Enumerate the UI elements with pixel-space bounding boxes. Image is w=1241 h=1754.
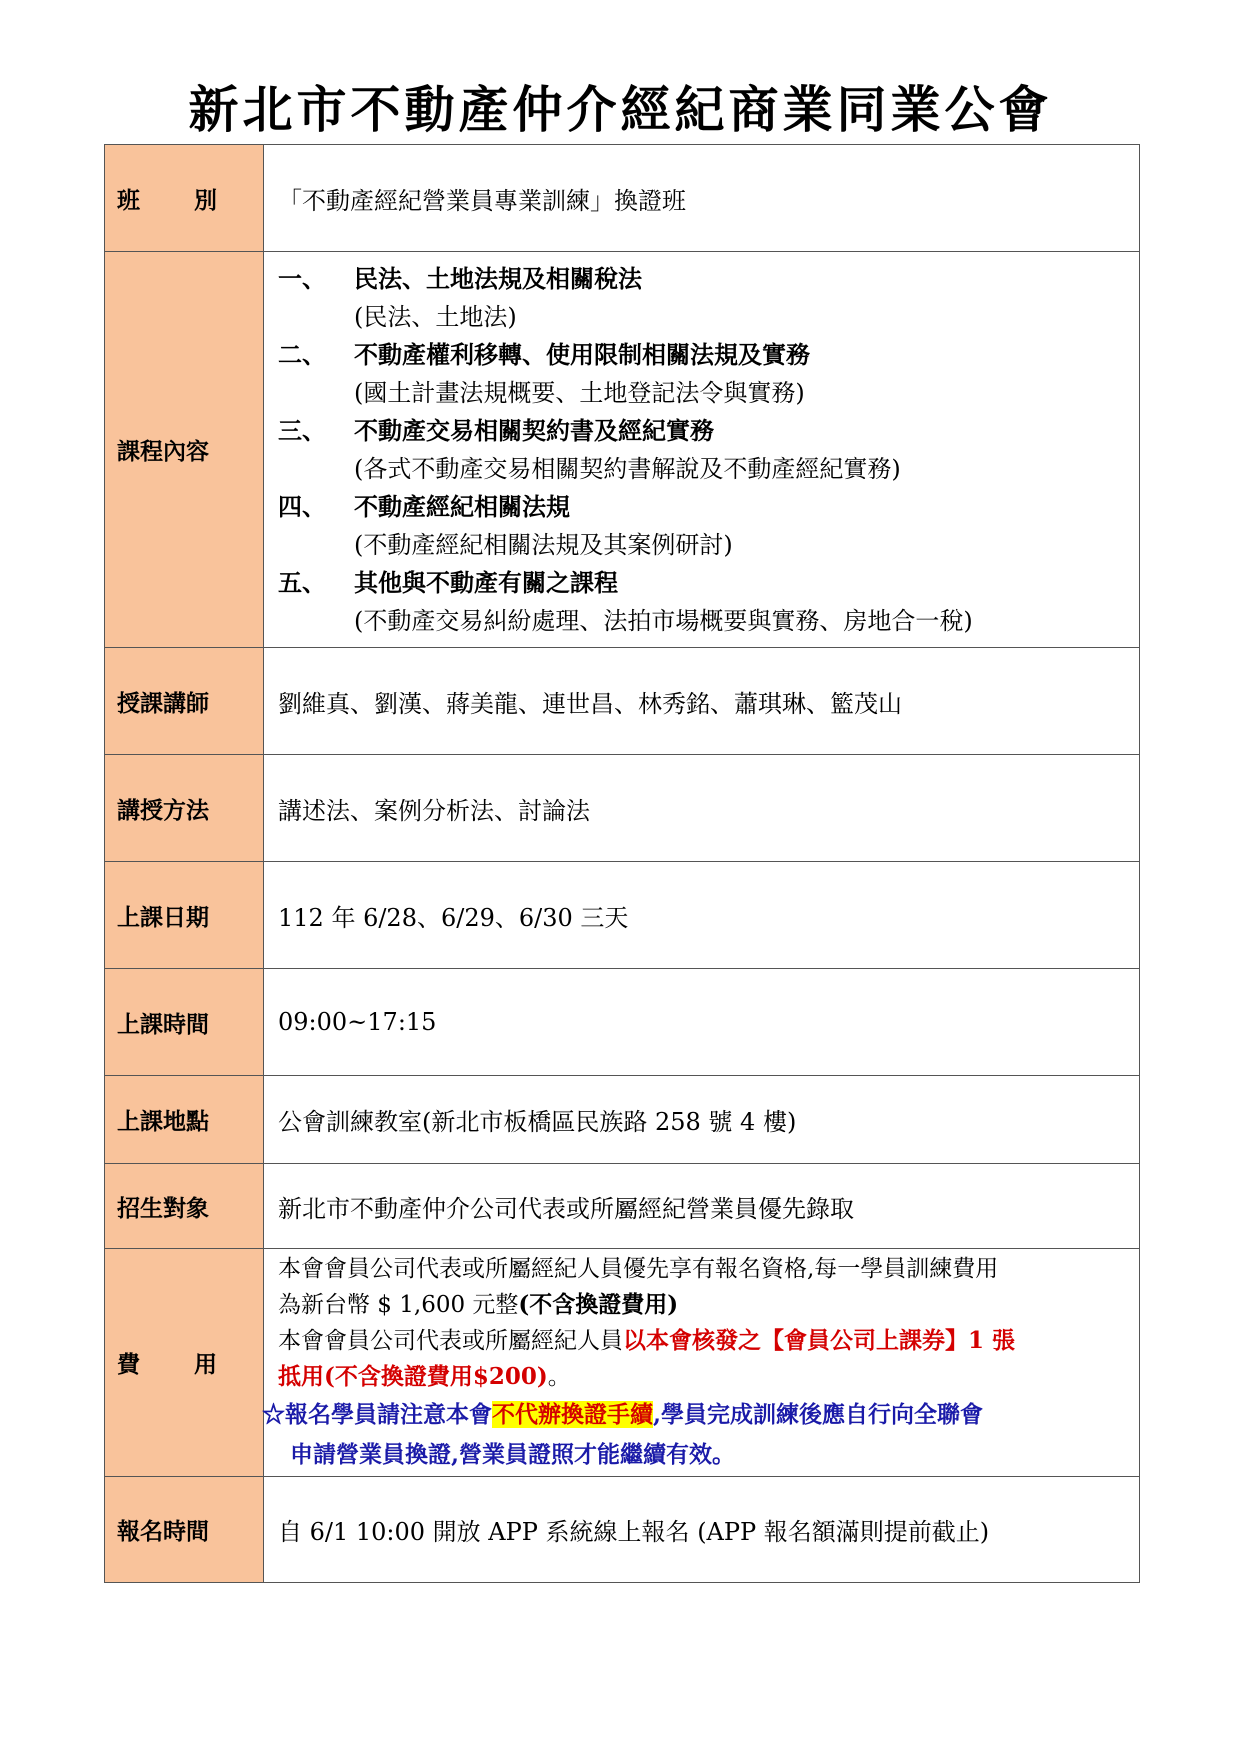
course-number: 四、 <box>278 491 326 521</box>
course-item <box>278 564 1139 602</box>
method-value: 講述法、案例分析法、討論法 <box>264 755 1140 862</box>
notice-text-c: 申請營業員換證,營業員證照才能繼續有效。 <box>290 1440 736 1468</box>
place-value: 公會訓練教室(新北市板橋區民族路 258 號 4 樓) <box>264 1076 1140 1164</box>
course-subtitle: (不動產經紀相關法規及其案例研討) <box>354 530 733 559</box>
course-subtitle: (不動產交易糾紛處理、法拍市場概要與實務、房地合一稅) <box>354 606 973 635</box>
signup-label: 報名時間 <box>105 1477 264 1583</box>
document-title: 新北市不動產仲介經紀商業同業公會 <box>188 80 1053 139</box>
course-number: 二、 <box>278 339 326 369</box>
fee-voucher-text: 以本會核發之【會員公司上課券】1 張 <box>623 1326 1016 1354</box>
course-title: 其他與不動產有關之課程 <box>354 567 618 597</box>
label-char: 別 <box>194 186 217 214</box>
fee-notice <box>262 1395 1139 1475</box>
table-row <box>105 1477 1140 1583</box>
teachers-value: 劉維真、劉漢、蔣美龍、連世昌、林秀銘、蕭琪琳、籃茂山 <box>264 648 1140 755</box>
label-char: 用 <box>194 1351 217 1378</box>
course-title: 不動產經紀相關法規 <box>354 491 570 521</box>
course-item <box>278 336 1139 374</box>
course-title: 民法、土地法規及相關稅法 <box>354 263 642 293</box>
course-subtitle: (各式不動產交易相關契約書解說及不動產經紀實務) <box>354 454 901 483</box>
target-value: 新北市不動產仲介公司代表或所屬經紀營業員優先錄取 <box>264 1164 1140 1249</box>
course-item <box>278 488 1139 526</box>
course-number: 一、 <box>278 263 326 293</box>
course-content <box>264 252 1140 648</box>
fee-content <box>264 1249 1140 1477</box>
fee-line-2 <box>278 1287 1139 1323</box>
fee-line-1: 本會會員公司代表或所屬經紀人員優先享有報名資格,每一學員訓練費用 <box>278 1255 999 1282</box>
signup-value: 自 6/1 10:00 開放 APP 系統線上報名 (APP 報名額滿則提前截止) <box>264 1477 1140 1583</box>
date-value: 112 年 6/28、6/29、6/30 三天 <box>264 862 1140 969</box>
fee-period: 。 <box>547 1363 571 1390</box>
course-list <box>278 260 1139 640</box>
target-label: 招生對象 <box>105 1164 264 1249</box>
fee-exclusion: (不含換證費用) <box>518 1290 679 1318</box>
fee-voucher-deduction: 抵用(不含換證費用$200) <box>278 1362 548 1390</box>
table-row <box>105 969 1140 1076</box>
class-value: 「不動產經紀營業員專業訓練」換證班 <box>264 145 1140 252</box>
label-char: 費 <box>117 1351 140 1378</box>
date-label: 上課日期 <box>105 862 264 969</box>
fee-member-text: 本會會員公司代表或所屬經紀人員 <box>278 1327 623 1354</box>
course-label: 課程內容 <box>105 252 264 648</box>
table-row <box>105 252 1140 648</box>
label-char: 班 <box>117 186 140 214</box>
course-title: 不動產交易相關契約書及經紀實務 <box>354 415 714 445</box>
table-row <box>105 648 1140 755</box>
time-label: 上課時間 <box>105 969 264 1076</box>
fee-amount: 為新台幣 $ 1,600 元整 <box>278 1291 519 1318</box>
teachers-label: 授課講師 <box>105 648 264 755</box>
notice-text-a: ☆報名學員請注意本會 <box>262 1400 492 1428</box>
notice-text-b: ,學員完成訓練後應自行向全聯會 <box>653 1400 984 1428</box>
place-label: 上課地點 <box>105 1076 264 1164</box>
fee-line-4 <box>278 1359 1139 1395</box>
course-subtitle: (民法、土地法) <box>354 302 517 331</box>
time-value: 09:00~17:15 <box>264 969 1140 1076</box>
notice-highlight: 不代辦換證手續 <box>492 1400 653 1428</box>
course-subtitle: (國土計畫法規概要、土地登記法令與實務) <box>354 378 805 407</box>
fee-label <box>105 1249 264 1477</box>
course-number: 三、 <box>278 415 326 445</box>
table-row <box>105 1164 1140 1249</box>
fee-line-3 <box>278 1323 1139 1359</box>
class-label <box>105 145 264 252</box>
course-item <box>278 260 1139 298</box>
table-row <box>105 1249 1140 1477</box>
course-number: 五、 <box>278 567 326 597</box>
course-item <box>278 412 1139 450</box>
table-row <box>105 1076 1140 1164</box>
course-info-table <box>104 144 1140 1583</box>
method-label: 講授方法 <box>105 755 264 862</box>
course-title: 不動產權利移轉、使用限制相關法規及實務 <box>354 339 810 369</box>
table-row <box>105 145 1140 252</box>
table-row <box>105 755 1140 862</box>
table-row <box>105 862 1140 969</box>
